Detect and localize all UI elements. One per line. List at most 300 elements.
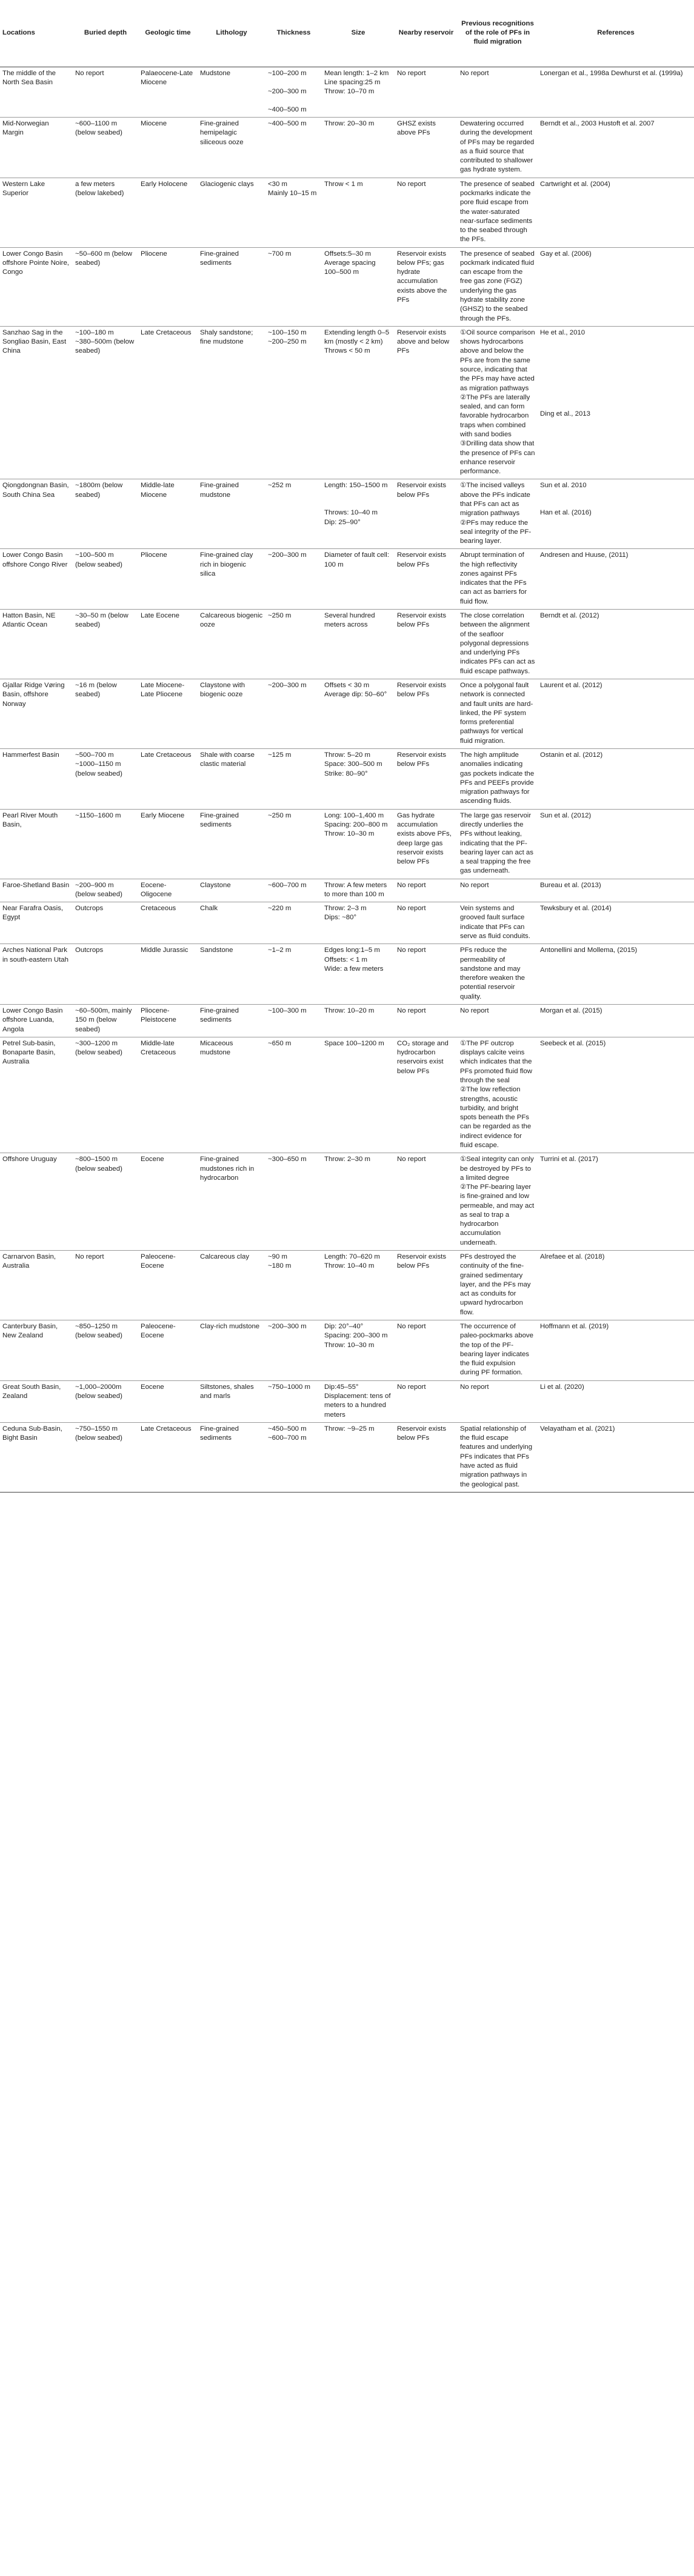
cell-text: Offsets < 30 m (324, 682, 370, 689)
recognition-cell (458, 902, 538, 944)
size-cell (322, 67, 395, 117)
geologic-time-cell (138, 809, 198, 879)
cell-text: Displacement: tens of meters to a hundred meters (324, 1392, 391, 1419)
cell-text: No report (397, 905, 426, 913)
cell-text: No report (397, 947, 426, 954)
size-cell (322, 1005, 395, 1037)
buried-depth-cell (73, 1153, 138, 1251)
cell-text: Spacing: 200–800 m (324, 820, 388, 828)
cell-text: Li et al. (2020) (540, 1383, 584, 1391)
nearby-reservoir-cell (395, 679, 458, 749)
nearby-reservoir-cell (395, 479, 458, 549)
cell-text: Mudstone (200, 69, 231, 77)
cell-text: Clay-rich mudstone (200, 1323, 260, 1330)
cell-text (540, 365, 692, 374)
lithology-cell (198, 679, 265, 749)
geologic-time-cell (138, 67, 198, 117)
buried-depth-cell (73, 326, 138, 479)
thickness-cell (265, 479, 322, 549)
thickness-cell (265, 1037, 322, 1153)
nearby-reservoir-cell (395, 1422, 458, 1492)
cell-text: No report (460, 69, 489, 77)
references-cell (538, 326, 694, 479)
cell-text: Spacing: 200–300 m (324, 1332, 388, 1340)
buried-depth-cell (73, 1005, 138, 1037)
cell-text: ~650 m (268, 1039, 292, 1047)
cell-text: The large gas reservoir directly underlies the PFs without leaking, indicating that the PF-bearing layer can act as a seal trapping the free gas underneath. (460, 811, 533, 875)
size-cell (322, 748, 395, 809)
cell-text: ~100–300 m (268, 1007, 307, 1014)
cell-text: Lower Congo Basin offshore Luanda, Angola (2, 1007, 63, 1033)
cell-text: Near Farafra Oasis, Egypt (2, 905, 64, 922)
recognition-cell (458, 610, 538, 679)
cell-text: ①Oil source comparison shows hydrocarbons above and below the PFs are from the same source, indicating that the PFs may have acted as migration pathways (460, 328, 535, 392)
cell-text: Length: 150–1500 m (324, 482, 388, 490)
thickness-cell (265, 326, 322, 479)
recognition-cell (458, 1005, 538, 1037)
cell-text: Reservoir exists below PFs (397, 482, 447, 499)
cell-text: Siltstones, shales and marls (200, 1383, 254, 1400)
cell-text: No report (397, 1007, 426, 1014)
cell-text: Qiongdongnan Basin, South China Sea (2, 482, 69, 499)
cell-text: Throws < 50 m (324, 347, 370, 355)
cell-text: No report (397, 1156, 426, 1163)
geologic-time-cell (138, 1380, 198, 1422)
nearby-reservoir-cell (395, 1153, 458, 1251)
buried-depth-cell (73, 1380, 138, 1422)
cell-text: Chalk (200, 905, 218, 913)
lithology-cell (198, 326, 265, 479)
cell-text: ②The PF-bearing layer is fine-grained and low permeable, and may act as seal to trap a hydrocarbon accumulation underneath. (460, 1183, 535, 1246)
header-lithology: Lithology (198, 0, 265, 67)
cell-text: Vein systems and grooved fault surface indicate that PFs can serve as fluid conduits. (460, 905, 530, 940)
cell-text: Great South Basin, Zealand (2, 1383, 61, 1400)
cell-text (268, 78, 319, 87)
size-cell (322, 326, 395, 479)
buried-depth-cell (73, 1251, 138, 1320)
cell-text: ~250 m (268, 612, 292, 620)
thickness-cell (265, 748, 322, 809)
cell-text: ~1800m (below seabed) (75, 482, 123, 499)
location-cell (0, 1320, 73, 1381)
cell-text: ~600–700 m (268, 1434, 307, 1442)
cell-text: No report (397, 881, 426, 889)
nearby-reservoir-cell (395, 809, 458, 879)
geologic-time-cell (138, 1005, 198, 1037)
cell-text: ~300–650 m (268, 1156, 307, 1163)
cell-text: ~200–300 m (268, 87, 307, 95)
lithology-cell (198, 117, 265, 178)
cell-text: No report (460, 1007, 489, 1014)
buried-depth-cell (73, 1037, 138, 1153)
cell-text: Hoffmann et al. (2019) (540, 1323, 609, 1330)
cell-text: Throw: 20–30 m (324, 119, 375, 127)
cell-text: Space 100–1200 m (324, 1039, 384, 1047)
thickness-cell (265, 679, 322, 749)
cell-text: PFs reduce the permeability of sandstone and may therefore weaken the potential reservoir quality. (460, 947, 526, 1000)
cell-text: Fine-grained hemipelagic siliceous ooze (200, 119, 244, 146)
nearby-reservoir-cell (395, 1251, 458, 1320)
cell-text: Reservoir exists below PFs (397, 612, 447, 629)
cell-text: Miocene (141, 119, 167, 127)
cell-text: ~100–150 m (268, 328, 307, 336)
size-cell (322, 1422, 395, 1492)
cell-text: Claystone (200, 881, 231, 889)
cell-text: ~220 m (268, 905, 292, 913)
cell-text: Late Cretaceous (141, 1425, 192, 1433)
size-cell (322, 879, 395, 902)
cell-text: Canterbury Basin, New Zealand (2, 1323, 58, 1340)
cell-text: Dip: 20°–40° (324, 1323, 364, 1330)
cell-text: ~200–300 m (268, 551, 307, 559)
geologic-time-cell (138, 679, 198, 749)
cell-text: Average dip: 50–60° (324, 691, 387, 699)
cell-text: Calcareous clay (200, 1253, 250, 1261)
table-row (0, 326, 694, 479)
geologic-time-cell (138, 247, 198, 326)
cell-text: Middle-late Cretaceous (141, 1039, 176, 1057)
cell-text: ~1000–1150 m (below seabed) (75, 760, 122, 777)
recognition-cell (458, 479, 538, 549)
cell-text: Reservoir exists below PFs (397, 751, 447, 768)
cell-text: Paleocene-Eocene (141, 1323, 176, 1340)
cell-text: Throw < 1 m (324, 180, 363, 188)
size-cell (322, 1380, 395, 1422)
thickness-cell (265, 117, 322, 178)
cell-text: No report (397, 180, 426, 188)
cell-text: Offsets:5–30 m (324, 250, 372, 258)
cell-text: The presence of seabed pockmarks indicate the pore fluid escape from the water-saturated near-surface sediments to the seabed through the PFs. (460, 180, 535, 244)
lithology-cell (198, 479, 265, 549)
geologic-time-cell (138, 1422, 198, 1492)
buried-depth-cell (73, 902, 138, 944)
thickness-cell (265, 902, 322, 944)
nearby-reservoir-cell (395, 1320, 458, 1381)
references-cell (538, 549, 694, 610)
references-cell (538, 1251, 694, 1320)
cell-text: ②PFs may reduce the seal integrity of the PF-bearing layer. (460, 519, 532, 545)
lithology-cell (198, 549, 265, 610)
cell-text: Ding et al., 2013 (540, 410, 590, 418)
table-row (0, 1037, 694, 1153)
recognition-cell (458, 944, 538, 1005)
geologic-time-cell (138, 902, 198, 944)
cell-text: ~800–1500 m (below seabed) (75, 1156, 122, 1173)
location-cell (0, 748, 73, 809)
table-row (0, 1251, 694, 1320)
location-cell (0, 902, 73, 944)
cell-text: Berndt et al. (2012) (540, 612, 599, 620)
recognition-cell (458, 1380, 538, 1422)
location-cell (0, 1422, 73, 1492)
location-cell (0, 610, 73, 679)
nearby-reservoir-cell (395, 1380, 458, 1422)
buried-depth-cell (73, 549, 138, 610)
cell-text: Glaciogenic clays (200, 180, 254, 188)
thickness-cell (265, 67, 322, 117)
cell-text: ②The low reflection strengths, acoustic turbidity, and bright spots beneath the PFs can be regarded as the indirect evidence for fluid escape. (460, 1086, 532, 1149)
cell-text: Throw: 10–40 m (324, 1262, 375, 1270)
lithology-cell (198, 67, 265, 117)
lithology-cell (198, 902, 265, 944)
recognition-cell (458, 1422, 538, 1492)
lithology-cell (198, 748, 265, 809)
cell-text: ~125 m (268, 751, 292, 759)
lithology-cell (198, 247, 265, 326)
cell-text: Early Holocene (141, 180, 188, 188)
thickness-cell (265, 1153, 322, 1251)
location-cell (0, 326, 73, 479)
cell-text: Han et al. (2016) (540, 509, 592, 517)
cell-text: ①The incised valleys above the PFs indicate that PFs can act as migration pathways (460, 482, 530, 518)
cell-text: Antonellini and Mollema, (2015) (540, 947, 638, 954)
references-cell (538, 944, 694, 1005)
cell-text: ~100–200 m (268, 69, 307, 77)
cell-text: Carnarvon Basin, Australia (2, 1253, 56, 1270)
cell-text: ~600–700 m (268, 881, 307, 889)
lithology-cell (198, 1422, 265, 1492)
lithology-cell (198, 1251, 265, 1320)
cell-text: Length: 70–620 m (324, 1253, 380, 1261)
references-cell (538, 1153, 694, 1251)
cell-text: Sanzhao Sag in the Songliao Basin, East China (2, 328, 67, 355)
cell-text: Petrel Sub-basin, Bonaparte Basin, Australia (2, 1039, 56, 1066)
buried-depth-cell (73, 1320, 138, 1381)
cell-text: ②The PFs are laterally sealed, and can form favorable hydrocarbon traps when combined with sand bodies (460, 393, 530, 438)
cell-text: Reservoir exists below PFs (397, 1253, 447, 1270)
cell-text: No report (460, 1383, 489, 1391)
cell-text: Andresen and Huuse, (2011) (540, 551, 629, 559)
table-row (0, 879, 694, 902)
buried-depth-cell (73, 610, 138, 679)
cell-text: No report (460, 881, 489, 889)
cell-text: ~400–500 m (268, 119, 307, 127)
cell-text: Wide: a few meters (324, 965, 384, 973)
cell-text: Western Lake Superior (2, 180, 45, 197)
header-references: References (538, 0, 694, 67)
nearby-reservoir-cell (395, 247, 458, 326)
references-cell (538, 1320, 694, 1381)
cell-text: Gas hydrate accumulation exists above PFs, deep large gas reservoir exists below PFs (397, 811, 452, 866)
cell-text: Hammerfest Basin (2, 751, 59, 759)
buried-depth-cell (73, 809, 138, 879)
lithology-cell (198, 1037, 265, 1153)
cell-text (324, 499, 392, 508)
cell-text: Claystone with biogenic ooze (200, 682, 245, 699)
lithology-cell (198, 178, 265, 247)
references-cell (538, 679, 694, 749)
buried-depth-cell (73, 178, 138, 247)
cell-text: Dewatering occurred during the development of PFs may be regarded as a fluid source that contributed to shallower gas hydrate system. (460, 119, 535, 174)
size-cell (322, 117, 395, 178)
cell-text: Long: 100–1,400 m (324, 811, 384, 819)
location-cell (0, 247, 73, 326)
cell-text: Sun et al. (2012) (540, 811, 592, 819)
cell-text: ~300–1200 m (below seabed) (75, 1039, 122, 1057)
cell-text: Diameter of fault cell: 100 m (324, 551, 389, 568)
cell-text: ③Drilling data show that the presence of PFs can enhance reservoir performance. (460, 440, 535, 476)
references-cell (538, 178, 694, 247)
header-geologic-time: Geologic time (138, 0, 198, 67)
buried-depth-cell (73, 117, 138, 178)
thickness-cell (265, 549, 322, 610)
cell-text: Sun et al. 2010 (540, 482, 587, 490)
cell-text: No report (75, 1253, 104, 1261)
references-cell (538, 1037, 694, 1153)
thickness-cell (265, 1320, 322, 1381)
thickness-cell (265, 1251, 322, 1320)
cell-text: Once a polygonal fault network is connected and fault units are hard-linked, the PF system forms preferential pathways for vertical fluid migration. (460, 682, 533, 745)
cell-text: ~30–50 m (below seabed) (75, 612, 128, 629)
cell-text: Throw: 10–70 m (324, 88, 375, 96)
table-row (0, 1320, 694, 1381)
location-cell (0, 117, 73, 178)
cell-text: Reservoir exists below PFs; gas hydrate accumulation exists above the PFs (397, 250, 447, 304)
cell-text: ~750–1000 m (268, 1383, 310, 1391)
cell-text: Abrupt termination of the high reflectivity zones against PFs indicates that the PFs can act as barriers for fluid flow. (460, 551, 527, 605)
cell-text: Several hundred meters across (324, 612, 375, 629)
size-cell (322, 944, 395, 1005)
buried-depth-cell (73, 679, 138, 749)
references-cell (538, 1422, 694, 1492)
cell-text (324, 491, 392, 500)
location-cell (0, 944, 73, 1005)
cell-text: Cartwright et al. (2004) (540, 180, 610, 188)
cell-text: ~750–1550 m (below seabed) (75, 1425, 122, 1442)
cell-text: Velayatham et al. (2021) (540, 1425, 615, 1433)
cell-text: ~1150–1600 m (75, 811, 121, 819)
table-header (0, 0, 694, 67)
table-row (0, 117, 694, 178)
nearby-reservoir-cell (395, 326, 458, 479)
cell-text: Turrini et al. (2017) (540, 1156, 598, 1163)
cell-text: <30 m (268, 180, 287, 188)
cell-text: The occurrence of paleo-pockmarks above the top of the PF-bearing layer indicates the fluid expulsion during PF formation. (460, 1323, 533, 1377)
buried-depth-cell (73, 1422, 138, 1492)
recognition-cell (458, 549, 538, 610)
location-cell (0, 1153, 73, 1251)
lithology-cell (198, 1153, 265, 1251)
cell-text: Fine-grained clay rich in biogenic silica (200, 551, 253, 577)
thickness-cell (265, 809, 322, 879)
cell-text: Space: 300–500 m (324, 760, 382, 768)
thickness-cell (265, 1005, 322, 1037)
table-body (0, 67, 694, 1492)
location-cell (0, 1005, 73, 1037)
cell-text: ~450–500 m (268, 1425, 307, 1433)
header-thickness: Thickness (265, 0, 322, 67)
cell-text: The close correlation between the alignment of the seafloor polygonal depressions and underlying PFs indicates PFs can act as fluid escape pathways. (460, 612, 535, 675)
buried-depth-cell (73, 479, 138, 549)
cell-text: Fine-grained mudstones rich in hydrocarbon (200, 1156, 255, 1182)
cell-text: ①Seal integrity can only be destroyed by PFs to a limited degree (460, 1156, 534, 1182)
header-row (0, 0, 694, 67)
cell-text: Reservoir exists below PFs (397, 1425, 447, 1442)
cell-text: Bureau et al. (2013) (540, 881, 601, 889)
references-cell (538, 748, 694, 809)
references-cell (538, 809, 694, 879)
buried-depth-cell (73, 879, 138, 902)
references-cell (538, 247, 694, 326)
recognition-cell (458, 1037, 538, 1153)
geologic-time-cell (138, 178, 198, 247)
size-cell (322, 178, 395, 247)
cell-text: Faroe-Shetland Basin (2, 881, 70, 889)
cell-text: Eocene (141, 1156, 164, 1163)
cell-text: Throw: A few meters to more than 100 m (324, 881, 387, 898)
table-row (0, 479, 694, 549)
buried-depth-cell (73, 247, 138, 326)
thickness-cell (265, 944, 322, 1005)
cell-text (540, 373, 692, 382)
nearby-reservoir-cell (395, 67, 458, 117)
header-previous-recognitions: Previous recognitions of the role of PFs in fluid migration (458, 0, 538, 67)
table-row (0, 178, 694, 247)
cell-text: Throw: 10–30 m (324, 830, 375, 838)
header-nearby-reservoir: Nearby reservoir (395, 0, 458, 67)
cell-text: ~16 m (below seabed) (75, 682, 117, 699)
cell-text: Reservoir exists above and below PFs (397, 328, 450, 355)
size-cell (322, 1153, 395, 1251)
cell-text: Mainly 10–15 m (268, 189, 317, 197)
cell-text: Dip:45–55° (324, 1383, 359, 1391)
table-row (0, 549, 694, 610)
size-cell (322, 809, 395, 879)
cell-text (540, 491, 692, 500)
recognition-cell (458, 326, 538, 479)
geologic-time-cell (138, 1251, 198, 1320)
cell-text: ~850–1250 m (below seabed) (75, 1323, 122, 1340)
cell-text: Paleocene-Eocene (141, 1253, 176, 1270)
references-cell (538, 610, 694, 679)
geologic-time-cell (138, 479, 198, 549)
cell-text (540, 499, 692, 508)
cell-text: The high amplitude anomalies indicating gas pockets indicate the PFs and PEEFs provide migration pathways for ascending fluids. (460, 751, 535, 805)
size-cell (322, 1320, 395, 1381)
cell-text: No report (75, 69, 104, 77)
cell-text: Eocene-Oligocene (141, 881, 172, 898)
cell-text: Tewksbury et al. (2014) (540, 905, 612, 913)
cell-text: Edges long:1–5 m (324, 947, 380, 954)
cell-text: Middle-late Miocene (141, 482, 175, 499)
cell-text: Dip: 25–90° (324, 518, 361, 526)
location-cell (0, 1380, 73, 1422)
geologic-time-cell (138, 748, 198, 809)
thickness-cell (265, 178, 322, 247)
cell-text: ~100–180 m (75, 328, 114, 336)
lithology-cell (198, 1320, 265, 1381)
references-cell (538, 902, 694, 944)
table-row (0, 610, 694, 679)
cell-text: Middle Jurassic (141, 947, 189, 954)
cell-text: Lower Congo Basin offshore Congo River (2, 551, 68, 568)
cell-text: Gjallar Ridge Vøring Basin, offshore Norway (2, 682, 65, 708)
cell-text: Sandstone (200, 947, 233, 954)
cell-text: Laurent et al. (2012) (540, 682, 602, 689)
size-cell (322, 549, 395, 610)
cell-text (540, 338, 692, 347)
header-size: Size (322, 0, 395, 67)
cell-text: Offshore Uruguay (2, 1156, 57, 1163)
cell-text: Throw: 10–20 m (324, 1007, 375, 1014)
table-row (0, 67, 694, 117)
cell-text: Cretaceous (141, 905, 176, 913)
size-cell (322, 679, 395, 749)
references-cell (538, 1380, 694, 1422)
size-cell (322, 1251, 395, 1320)
cell-text: Micaceous mudstone (200, 1039, 233, 1057)
size-cell (322, 610, 395, 679)
